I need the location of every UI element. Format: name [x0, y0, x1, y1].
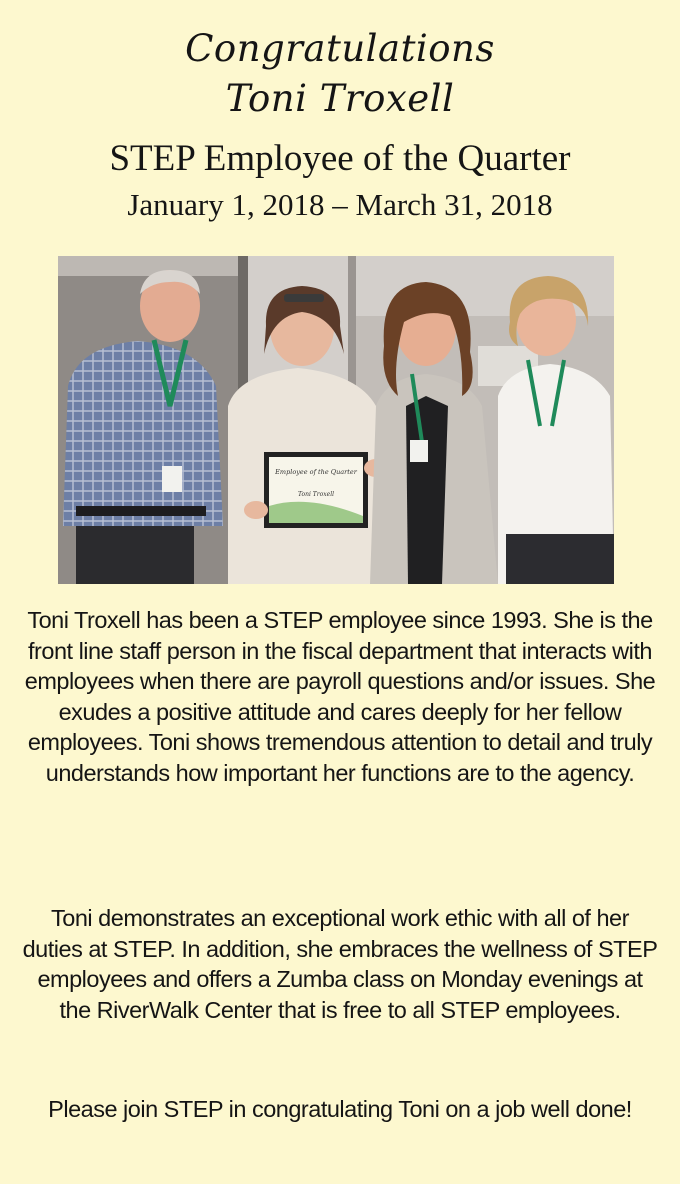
certificate-name: Toni Troxell	[297, 491, 335, 498]
paragraph-intro: Toni Troxell has been a STEP employee since 1993. She is the front line staff person in the fiscal department that interacts with employees when there are payroll questions and/or issues. She exudes a positive attitude and cares deeply for her fellow employees. Toni shows tremendous attention to detail and truly understands how important her functions are to the agency.	[24, 607, 656, 786]
congratulations-heading: Congratulations	[185, 27, 495, 70]
award-title: STEP Employee of the Quarter	[109, 138, 571, 179]
certificate-title: Employee of the Quarter	[275, 468, 357, 476]
award-photo-illustration	[58, 256, 614, 584]
award-date-range: January 1, 2018 – March 31, 2018	[127, 187, 553, 222]
paragraph-closing: Please join STEP in congratulating Toni on a job well done!	[48, 1096, 632, 1122]
certificate	[244, 452, 388, 528]
employee-name-heading: Toni Troxell	[225, 77, 455, 120]
award-photo	[58, 256, 614, 584]
paragraph-work-ethic: Toni demonstrates an exceptional work ethic with all of her duties at STEP. In addition, she embraces the wellness of STEP employees and offers a Zumba class on Monday evenings at the RiverWalk Center that is free to all STEP employees.	[22, 905, 658, 1023]
